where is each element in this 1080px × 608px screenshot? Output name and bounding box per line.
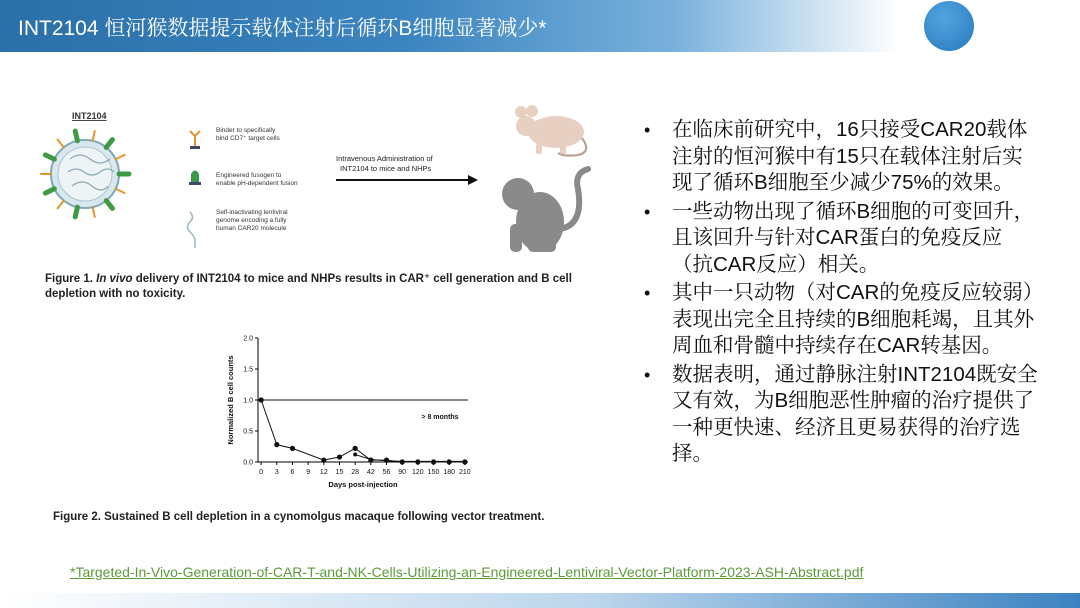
bullet-item: • 在临床前研究中，16只接受CAR20载体注射的恒河猴中有15只在载体注射后实现了循环B细胞至少减少75%的效果。 xyxy=(642,117,1042,197)
lentiviral-genome-icon xyxy=(188,212,196,248)
data-point xyxy=(447,459,451,463)
x-tick-label: 15 xyxy=(335,469,344,476)
virus-label: INT2104 xyxy=(72,111,107,121)
svg-text:Binder to specifically bin xyxy=(216,127,300,232)
x-tick-label: 150 xyxy=(427,469,440,476)
binder-spike xyxy=(116,189,125,193)
svg-text:Intravenous Administration of xyxy=(336,154,435,173)
decorative-circle xyxy=(924,1,974,51)
binder-spike xyxy=(116,155,125,159)
x-tick-label: 0 xyxy=(259,469,264,476)
data-point xyxy=(290,446,295,451)
y-tick-label: 0.0 xyxy=(243,459,253,467)
y-axis-label: Normalized B cell counts xyxy=(226,355,235,445)
data-point xyxy=(432,459,436,463)
x-tick-label: 28 xyxy=(351,469,360,476)
bullet-item: • 其中一只动物（对CAR的免疫反应较弱）表现出完全且持续的B细胞耗竭，且其外周血和骨髓中持续存在CAR转基因。 xyxy=(642,280,1042,360)
data-point xyxy=(463,459,467,463)
chart-annotation: > 8 months xyxy=(421,414,459,421)
monkey-icon xyxy=(502,169,588,252)
figure-1-caption-italic: In vivo xyxy=(96,273,133,285)
title-bar xyxy=(0,0,900,52)
fusogen-icon xyxy=(189,171,201,186)
fusogen-spike xyxy=(45,189,54,193)
x-tick-label: 3 xyxy=(274,469,279,476)
arrow-text-line1: Intravenous Administration of xyxy=(336,154,433,163)
legend-fusogen-line2: enable pH-dependent fusion xyxy=(216,180,298,187)
binder-spike xyxy=(93,131,95,141)
legend-genome-line2: genome encoding a fully xyxy=(216,217,287,224)
page-title: INT2104 恒河猴数据提示载体注射后循环B细胞显著减少* xyxy=(18,17,547,40)
x-tick-label: 56 xyxy=(382,469,391,476)
figure-2-caption: Figure 2. Sustained B cell depletion in a cynomolgus macaque following vector treatment. xyxy=(53,511,545,523)
arrow-text-line2: INT2104 to mice and NHPs xyxy=(340,164,432,173)
legend-binder-line2: bind CD7⁺ target cells xyxy=(216,135,280,142)
figure-1-caption-prefix: Figure 1. xyxy=(45,273,97,285)
data-point xyxy=(337,454,342,459)
b-cell-chart xyxy=(220,330,480,492)
x-tick-label: 180 xyxy=(443,469,456,476)
data-point xyxy=(416,459,420,463)
binder-icon xyxy=(190,131,200,149)
legend-fusogen-line1: Engineered fusogen to xyxy=(216,172,282,179)
data-point xyxy=(385,459,389,463)
x-tick-label: 210 xyxy=(459,469,471,476)
data-point xyxy=(353,446,358,451)
binder-spike xyxy=(58,140,64,148)
x-tick-label: 42 xyxy=(366,469,375,476)
data-point xyxy=(259,397,264,402)
fusogen-spike xyxy=(75,131,77,141)
binder-spike xyxy=(93,207,95,217)
figure-1-caption-rest: delivery of INT2104 to mice and NHPs results in CAR⁺ cell generation and B cell depletion with no toxicity. xyxy=(45,273,572,300)
bottom-decorative-bar xyxy=(0,593,1080,608)
source-pdf-link[interactable]: *Targeted-In-Vivo-Generation-of-CAR-T-and-NK-Cells-Utilizing-an-Engineered-Lentiviral-Vector-Platform-2023-ASH-Abstract.pdf xyxy=(70,564,864,580)
fusogen-spike xyxy=(45,155,54,159)
x-tick-label: 90 xyxy=(398,469,407,476)
fusogen-spike xyxy=(75,207,77,217)
bullet-item: • 数据表明，通过静脉注射INT2104既安全又有效，为B细胞恶性肿瘤的治疗提供了一种更快速、经济且更易获得的治疗选择。 xyxy=(642,362,1042,468)
fusogen-spike xyxy=(106,140,112,148)
x-axis-label: Days post-injection xyxy=(328,480,398,489)
series-line-1 xyxy=(261,400,465,462)
x-tick-label: 12 xyxy=(319,469,328,476)
y-tick-label: 0.5 xyxy=(243,428,253,436)
x-tick-label: 9 xyxy=(306,469,311,476)
y-tick-label: 2.0 xyxy=(243,335,253,343)
administration-arrow xyxy=(336,175,478,185)
legend-genome-line1: Self-inactivating lentiviral xyxy=(216,209,288,216)
legend-genome-line3: human CAR20 molecule xyxy=(216,225,287,232)
y-tick-label: 1.0 xyxy=(243,397,253,405)
bullet-item: • 一些动物出现了循环B细胞的可变回升，且该回升与针对CAR蛋白的免疫反应（抗CAR反应）相关。 xyxy=(642,199,1042,279)
data-point xyxy=(321,458,326,463)
binder-spike xyxy=(58,201,64,209)
legend-binder-line1: Binder to specifically xyxy=(216,127,276,134)
x-tick-label: 120 xyxy=(412,469,424,476)
data-point xyxy=(353,453,357,457)
figure-1-caption xyxy=(45,272,605,302)
data-point xyxy=(369,458,373,462)
mouse-icon xyxy=(515,105,586,156)
y-tick-label: 1.5 xyxy=(243,366,253,374)
key-findings-list xyxy=(642,117,1042,470)
x-tick-label: 6 xyxy=(290,469,295,476)
lentivirus-icon xyxy=(41,131,129,217)
data-point xyxy=(400,459,404,463)
data-point xyxy=(274,442,279,447)
fusogen-spike xyxy=(106,201,112,209)
